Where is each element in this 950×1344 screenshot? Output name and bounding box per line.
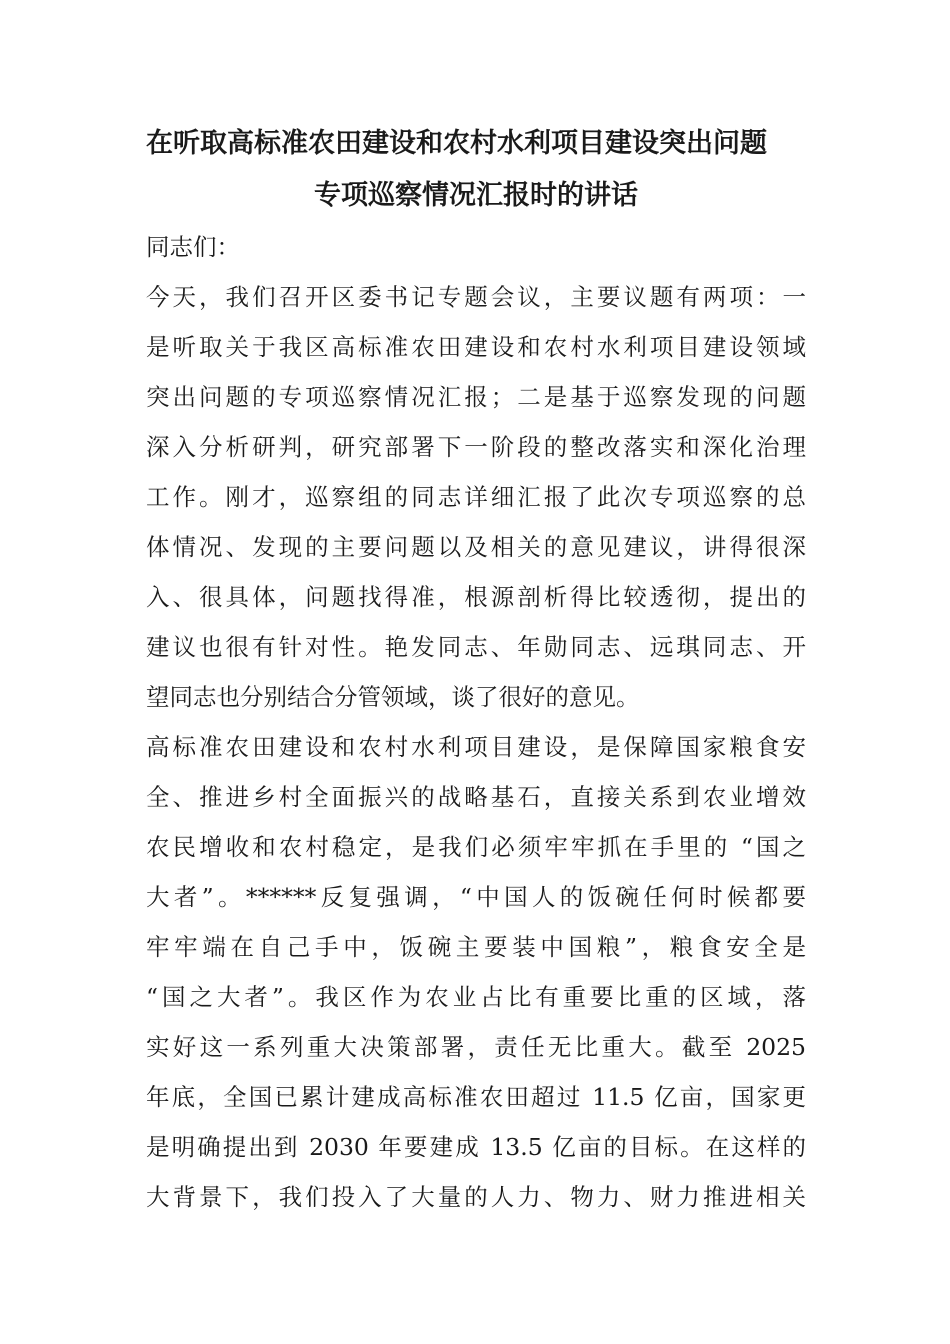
paragraph-1-line: 今天，我们召开区委书记专题会议，主要议题有两项：一 xyxy=(146,283,806,311)
paragraph-1 xyxy=(146,272,806,722)
paragraph-2-line: 农民增收和农村稳定，是我们必须牢牢抓在手里的 “国之 xyxy=(146,833,806,861)
paragraph-1-line: 建议也很有针对性。艳发同志、年勋同志、远琪同志、开 xyxy=(146,633,806,661)
paragraph-2-line: 全、推进乡村全面振兴的战略基石，直接关系到农业增效 xyxy=(146,783,806,811)
paragraph-2-line: 高标准农田建设和农村水利项目建设，是保障国家粮食安 xyxy=(146,733,806,761)
paragraph-2-line: “国之大者”。我区作为农业占比有重要比重的区域，落 xyxy=(146,983,806,1011)
paragraph-1-line: 体情况、发现的主要问题以及相关的意见建议，讲得很深 xyxy=(146,533,806,561)
paragraph-2-line: 年底，全国已累计建成高标准农田超过 11.5 亿亩，国家更 xyxy=(146,1083,806,1111)
paragraph-2-line: 大背景下，我们投入了大量的人力、物力、财力推进相关 xyxy=(146,1183,806,1211)
document-title-line-1: 在听取高标准农田建设和农村水利项目建设突出问题 xyxy=(146,128,767,159)
paragraph-2-line: 实好这一系列重大决策部署，责任无比重大。截至 2025 xyxy=(146,1033,806,1061)
paragraph-1-line: 深入分析研判，研究部署下一阶段的整改落实和深化治理 xyxy=(146,433,806,461)
paragraph-1-line: 是听取关于我区高标准农田建设和农村水利项目建设领域 xyxy=(146,333,806,361)
paragraph-1-line: 望同志也分别结合分管领域，谈了很好的意见。 xyxy=(146,683,640,711)
salutation: 同志们： xyxy=(146,233,240,261)
document-page xyxy=(146,118,806,1222)
paragraph-1-line: 突出问题的专项巡察情况汇报；二是基于巡察发现的问题 xyxy=(146,383,806,411)
paragraph-2-line: 牢牢端在自己手中，饭碗主要装中国粮”，粮食安全是 xyxy=(146,933,806,961)
paragraph-1-line: 入、很具体，问题找得准，根源剖析得比较透彻，提出的 xyxy=(146,583,806,611)
paragraph-1-line: 工作。刚才，巡察组的同志详细汇报了此次专项巡察的总 xyxy=(146,483,806,511)
paragraph-2 xyxy=(146,722,806,1222)
paragraph-2-line: 是明确提出到 2030 年要建成 13.5 亿亩的目标。在这样的 xyxy=(146,1133,806,1161)
document-title-line-2: 专项巡察情况汇报时的讲话 xyxy=(314,180,638,211)
paragraph-2-line: 大者”。******反复强调，“中国人的饭碗任何时候都要 xyxy=(146,883,806,911)
